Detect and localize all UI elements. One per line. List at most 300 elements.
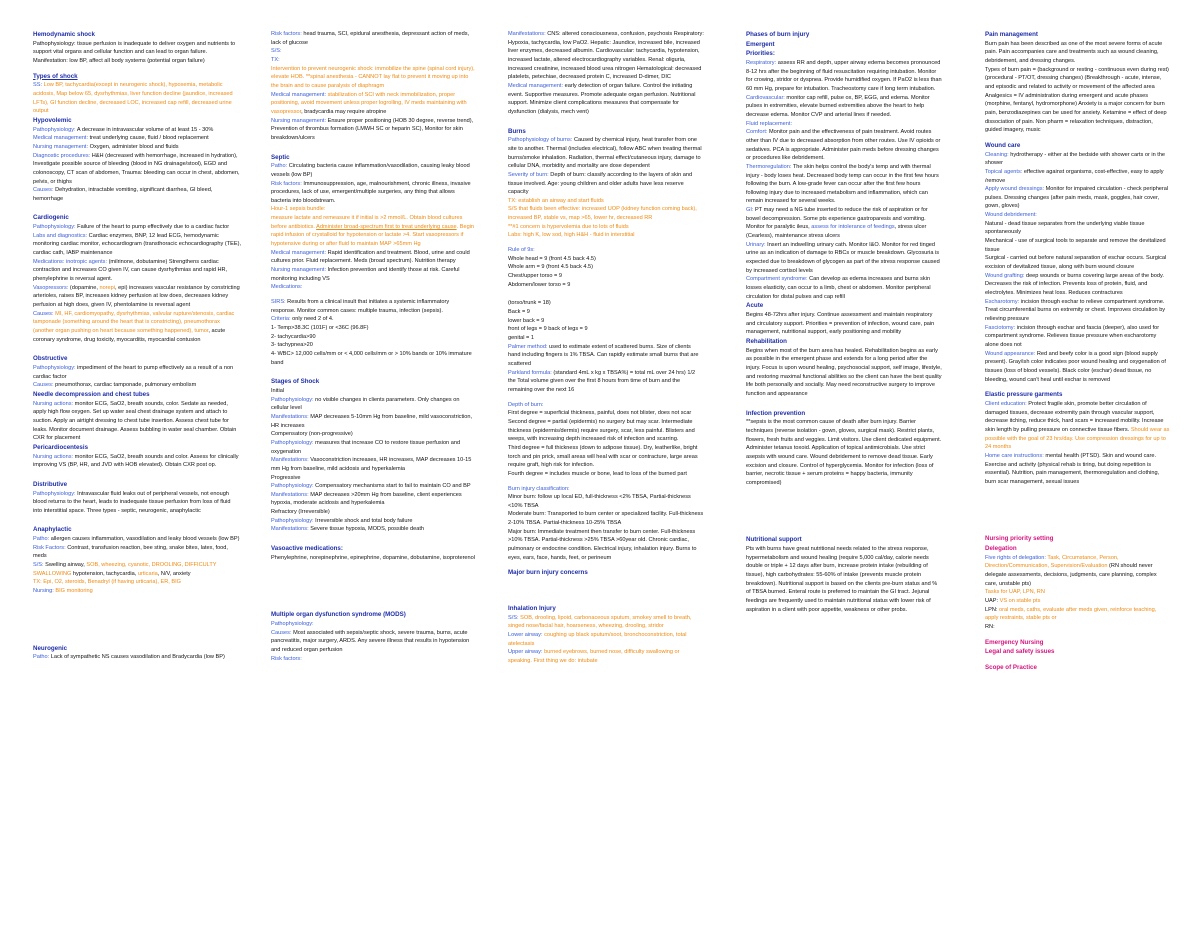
paragraph — [33, 535, 241, 544]
paragraph — [985, 211, 1170, 220]
column-2 — [271, 30, 475, 910]
column-4 — [746, 30, 942, 910]
paragraph — [271, 474, 475, 483]
paragraph — [508, 136, 704, 171]
paragraph — [985, 40, 1170, 66]
section-heading: Nutritional support — [746, 536, 802, 544]
paragraph — [746, 30, 942, 40]
text-segment: Cardiac enzymes, BNP, 12 lead ECG, hemodynamic monitoring cardiac monitor, echocardiogram (transthoracic echocardiography (TEE), cardiac cath, IABP maintenance — [33, 232, 241, 257]
text-segment: hydrotherapy - either at the bedside with shower carts or in the shower — [985, 151, 1166, 167]
paragraph — [271, 56, 475, 65]
text-segment: (torso/trunk = 18) — [508, 300, 551, 307]
paragraph — [985, 185, 1170, 211]
paragraph — [985, 237, 1170, 254]
paragraph — [33, 653, 241, 662]
section-heading: Types of shock — [33, 72, 78, 80]
text-segment: Rule of 9s: — [508, 247, 535, 254]
text-segment: First degree = superficial thickness, painful, does not blister, does not scar — [508, 410, 692, 417]
text-segment: (standard 4mL x kg x TBSA%) = total mL over 24 hrs) 1/2 the Total volume given over the first 8 hours from time of burn and the remaining over the next 16 — [508, 369, 696, 393]
text-segment: treat underlying cause, fluid / blood replacement — [89, 135, 209, 142]
text-segment: Infection prevention and identify those at risk. Careful monitoring including VS — [271, 267, 460, 282]
text-segment: Caused by chemical injury, heat transfer from one site to another. Thermal (includes electrical), follow ABC when treating thermal burns/smoke inhalation. Radiation, thermal effect/cutaneous injury, damage to cellular DNA, morbidity and mortality are dose dependent — [508, 137, 702, 170]
section-heading: Delegation — [985, 545, 1017, 553]
paragraph — [746, 409, 942, 419]
text-segment: genital = 1 — [508, 335, 534, 341]
text-segment: only need 2 of 4. — [292, 316, 334, 323]
section-heading: Anaphylactic — [33, 526, 72, 534]
text-segment: Results from a clinical insult that initiates a systemic inflammatory response. Monitor common cases: multiple trauma, infection (sepsis). — [271, 299, 450, 314]
paragraph — [508, 493, 704, 510]
paragraph — [271, 341, 475, 350]
section-heading: Hypovolemic — [33, 116, 72, 124]
paragraph — [271, 333, 475, 342]
paragraph — [271, 517, 475, 526]
paragraph — [508, 510, 704, 527]
paragraph — [271, 610, 475, 620]
text-segment: SS: — [33, 82, 44, 89]
text-segment: Mechanical - use of surgical tools to separate and remove the devitalized tissue — [985, 238, 1166, 253]
paragraph — [271, 377, 475, 387]
text-segment: Comfort: — [746, 129, 770, 136]
section-heading: Rehabilitation — [746, 337, 787, 345]
section-heading: Distributive — [33, 480, 68, 488]
paragraph — [33, 134, 241, 143]
paragraph — [271, 315, 475, 324]
paragraph — [271, 47, 475, 56]
text-segment: stabilization of SCI with neck immobilization, proper positioning, avoid movement unless proper logrolling, IV meds maintaining with vasopressor — [271, 91, 467, 115]
text-segment: Pathophysiology: — [271, 439, 316, 446]
text-segment: Depth of burn: classify according to the layers of skin and tissue involved. Age: young children and older adults have less reserve capacity — [508, 171, 693, 196]
paragraph — [508, 231, 704, 240]
paragraph — [33, 561, 241, 578]
text-segment: assess RR and depth, upper airway edema becomes pronounced 8-12 hrs after the beginning of fluid resuscitation requiring intubation. Monitor for crowing, stridor or dyspnea. Provide humidified oxygen. If PaO2 is less than 60 mm Hg, prepare for intubation. Tracheostomy care if long term intubation. — [746, 59, 942, 92]
paragraph — [271, 508, 475, 517]
paragraph — [33, 213, 241, 223]
paragraph — [508, 82, 704, 117]
text-segment: incision through eschar to relieve compartment syndrome. Treat circumferential burns on extremity or chest. Improves circulation by relieving pressure — [985, 298, 1166, 322]
text-segment: Lower airway: — [508, 632, 545, 639]
text-segment: Diagnostic procedures: — [33, 152, 92, 159]
text-segment: monitor ECG, SaO2, breath sounds and color. Assess for clinically improving VS (BP, HR, and JVD with HOB elevated). Obtain CXR post op. — [33, 453, 239, 469]
text-segment: Severity of burn: — [508, 171, 551, 178]
paragraph — [508, 281, 704, 290]
paragraph — [271, 153, 475, 163]
section-heading: Hemodynamic shock — [33, 31, 95, 38]
text-segment: Manifestations: — [271, 491, 311, 498]
paragraph — [508, 263, 704, 272]
paragraph — [271, 91, 475, 117]
text-segment: no visible changes in clients parameters. Only changes on cellular level — [271, 396, 460, 412]
paragraph — [985, 66, 1170, 92]
paragraph — [746, 337, 942, 347]
text-segment: hypotension, tachycardia, — [71, 570, 138, 577]
text-segment: Dehydration, intractable vomiting, significant diarrhea, GI bleed, hemorrhage — [33, 187, 213, 202]
text-segment: Home care instructions: — [985, 452, 1046, 459]
text-segment: Escharotomy: — [985, 298, 1021, 305]
paragraph — [508, 444, 704, 470]
text-segment: 2- tachycardia>90 — [271, 333, 316, 340]
paragraph — [746, 163, 942, 206]
paragraph — [33, 400, 241, 443]
paragraph — [508, 299, 704, 308]
text-segment: Urinary: — [746, 241, 768, 248]
paragraph — [746, 94, 942, 120]
text-segment: Nursing management: — [271, 117, 328, 124]
paragraph — [985, 400, 1170, 452]
text-segment: Irreversible shock and total body failure — [315, 517, 413, 524]
text-segment: used to estimate extent of scattered burns. Size of clients hand including fingers is 1% TBSA. Can rapidly estimate small burns that are scattered — [508, 343, 699, 367]
paragraph — [33, 544, 241, 561]
paragraph — [985, 151, 1170, 168]
paragraph — [985, 168, 1170, 185]
paragraph — [271, 629, 475, 655]
text-segment: Lack of sympathetic NS causes vasodilation and Bradycardia (low BP) — [50, 654, 225, 661]
text-segment: Begins 48-72hrs after injury. Continue assessment and maintain respiratory and circulatory support. Priorities = prevention of infection, wound care, pain management, nutritional support, early positioning and mobility — [746, 312, 935, 336]
text-segment: Manifestations: — [508, 31, 548, 37]
text-segment: coughing up black sputum/soot, bronchoconstriction, total atelectasis — [508, 632, 687, 647]
text-segment: Topical agents: — [985, 168, 1024, 175]
paragraph — [33, 390, 241, 400]
text-segment: Natural - dead tissue separates from the underlying viable tissue spontaneously — [985, 220, 1145, 236]
paragraph — [508, 317, 704, 326]
text-segment: 3- tachypnea>20 — [271, 342, 313, 349]
text-segment: Moderate burn: Transported to burn center or specialized facility. Full-thickness 2-10% TBSA. Partial-thickness 10-25% TBSA — [508, 511, 704, 527]
text-segment: , stress ulcer (Cearless), maintenance stress ulcers — [746, 224, 927, 240]
text-segment: Whole head = 9 (front 4.5 back 4.5) — [508, 255, 596, 262]
text-segment: monitor ECG, SaO2, breath sounds, color. Sedate as needed, apply high flow oxygen. Set up water seal chest drainage system and attach to suction. Apply an airtight dressing to chest tube insertion. Assess chest tube for leaks. Monitor document drainage. Assess bubbling in water seal chamber. Obtain CXR for placement — [33, 400, 237, 442]
text-segment: Labs: high K, low sod, high H&H - fluid in interstitial — [508, 232, 635, 239]
text-segment: Most associated with sepsis/septic shock, severe trauma, burns, acute pancreatitis, major surgery, ARDS. Any severe illness that results in hypotension and reduced organ perfusion — [271, 629, 470, 654]
text-segment: burned eyebrows, burned nose, difficulty swallowing or speaking. First thing we do: intubate — [508, 649, 680, 664]
text-segment: Swelling airway, — [45, 562, 87, 569]
paragraph — [271, 554, 475, 563]
text-segment: Palmer method: — [508, 343, 550, 350]
text-segment: Can develop as edema increases and burns skin losses elasticity, can occur to a limb, chest or abdomen. Monitor peripheral circulation for distal pulses and cap refill — [746, 276, 931, 300]
text-segment: Parkland formula: — [508, 369, 554, 376]
paragraph — [746, 128, 942, 163]
text-segment: Fluid replacement: — [746, 120, 793, 127]
text-segment: **#1 concern is hypervolemia due to lots of fluids — [508, 223, 629, 230]
text-segment: Patho: — [33, 654, 51, 661]
paragraph — [508, 485, 704, 494]
text-segment: oral meds, caths, evaluate after meds given, reinforce teaching, apply restraints, stable pts or — [985, 606, 1157, 622]
text-segment: S/S: — [508, 614, 521, 621]
paragraph — [33, 644, 241, 654]
text-segment: Nursing actions: — [33, 400, 75, 407]
text-segment: Chest/upper torso = 9 — [508, 273, 562, 280]
text-segment: (RN should never delegate assessments, decisions, judgments, care planning, complex care, unstable pts) — [985, 563, 1157, 587]
text-segment: Monitor for impaired circulation - check peripheral pulses. Dressing changes (after pain meds, mask, goggles, hair cover, gown, gloves) — [985, 186, 1169, 210]
paragraph — [271, 266, 475, 283]
text-segment: Patho: — [33, 536, 51, 543]
paragraph — [33, 578, 241, 587]
paragraph — [508, 197, 704, 206]
text-segment: Protect fragile skin, promote better circulation of damaged tissues, decrease extremity pain through vascular support, decrease itching, reduce thick, hard scars = increased mobility. Increase skin length by pulling pressure on connective tissue fibers. — [985, 400, 1164, 433]
section-heading: Emergent — [746, 40, 775, 48]
text-segment: Initial — [271, 387, 285, 394]
text-segment: Medications: — [271, 284, 303, 291]
text-segment: MI, HF, cardiomyopathy, dysrhythmias, valvular rupture/stenosis, cardiac tamponade (something around the heart that is constricting), pneumothorax (another organ pushing on heart because something happened), tumor — [33, 310, 235, 334]
paragraph — [508, 223, 704, 232]
paragraph — [985, 254, 1170, 271]
section-heading: Pain management — [985, 31, 1038, 38]
text-segment: S/S: — [271, 48, 282, 55]
paragraph — [508, 604, 704, 614]
text-segment: TX: Epi, O2, steroids, Benadryl (if having urticaria), ER, BIG — [33, 579, 181, 586]
text-segment: norepi — [99, 284, 116, 291]
paragraph — [271, 439, 475, 456]
text-segment: Vasopressors: — [33, 284, 70, 291]
text-segment: , bradycardia may require atropine — [301, 108, 387, 115]
paragraph — [508, 205, 704, 222]
text-segment: (dopamine, — [69, 284, 100, 291]
paragraph — [271, 482, 475, 491]
text-segment: Nursing management: — [33, 143, 90, 150]
paragraph — [33, 490, 241, 516]
paragraph — [508, 334, 704, 343]
text-segment: Upper airway: — [508, 649, 545, 656]
column-3 — [508, 30, 704, 910]
text-segment: Cleaning: — [985, 151, 1011, 158]
column-5 — [985, 30, 1170, 910]
text-segment: The skin helps control the body's temp and with thermal injury - body loses heat. Decreased body temp can occur in the first few hours following the burn. A low-grade fever can occur after the first few hours following injury due to increased metabolism and inflammation, which can remain increased for several weeks. — [746, 163, 939, 205]
text-segment: Risk factors: — [271, 180, 304, 187]
text-segment: front of legs = 9 back of legs = 9 — [508, 326, 588, 333]
section-heading: Major burn injury concerns — [508, 569, 588, 577]
text-segment: Causes: — [33, 187, 56, 194]
text-segment: Apply wound dressings: — [985, 186, 1046, 193]
text-segment: Medical management: — [271, 249, 328, 256]
text-segment: Pathophysiology: — [33, 126, 77, 133]
paragraph — [985, 220, 1170, 237]
text-segment: Analgesics = IV administration during emergent and acute phases (morphine, fentanyl, hydromorphone) Anxiety is a major concern for burn pain, benzodiazepines can be used for anxiety. Ketamine = effect of deep dissociation of pain. Non pharm = relaxation techniques, distraction, guided imagery, music — [985, 92, 1167, 134]
text-segment: SOB, wheezing, cyanotic, DROOLING, DIFFICULTY SWALLOWING — [33, 562, 217, 577]
text-segment: Manifestations: — [271, 526, 311, 533]
paragraph — [33, 525, 241, 535]
text-segment: Compensatory mechanisms start to fail to maintain CO and BP — [315, 483, 471, 490]
text-segment: Nursing management: — [271, 267, 328, 274]
text-segment: Pathophysiology: — [271, 517, 316, 524]
text-segment: Immunosuppression, age, malnourishment, chronic illness, invasive procedures, lack of use, emergent/multiple surgeries, any thing that allows bacteria into bloodstream. — [271, 180, 471, 204]
text-segment: Causes: — [33, 382, 56, 389]
paragraph — [33, 381, 241, 390]
text-segment: Cardiovascular: — [746, 94, 787, 101]
paragraph — [985, 324, 1170, 350]
paragraph — [33, 152, 241, 187]
text-segment: Pathophysiology: — [271, 396, 316, 403]
paragraph — [33, 364, 241, 381]
section-heading: Priorities: — [746, 50, 775, 58]
paragraph — [985, 272, 1170, 298]
paragraph — [746, 59, 942, 94]
paragraph — [508, 171, 704, 197]
paragraph — [985, 30, 1170, 40]
text-segment: S/S that fluids been effective: increased UOP (kidney function coming back), increased BP, stable vs, map >65, lower hr, decreased RR — [508, 206, 697, 222]
text-segment: Thermoregulation: — [746, 163, 793, 170]
text-segment: A decrease in intravascular volume of at least 15 - 30% — [76, 126, 214, 133]
text-segment: Pathophysiology: — [271, 483, 316, 490]
paragraph — [985, 623, 1170, 632]
section-heading: Needle decompression and chest tubes — [33, 390, 150, 398]
text-segment: Pts with burns have great nutritional needs related to the stress response, hypermetabolism and wound healing (require 5,000 cal/day, calorie needs double or triple + 12 days after burn, increase protein intake (rebuilding of tissue), high carbohydrates: 55-60% of intake (prevents muscle protein breakdown). Nutritional support is based on the clients pre-burn status and % of TBSA burned. Enteral route is preferred to maintain the GI tract. Jejunal feedings are frequently used to maintain nutritional status with lower risk of aspiration in a client with poor appetite, weakness or other probs. — [746, 546, 938, 613]
paragraph — [746, 301, 942, 311]
paragraph — [33, 30, 241, 40]
section-heading: Pericardiocentesis — [33, 443, 89, 451]
paragraph — [508, 528, 704, 563]
paragraph — [985, 350, 1170, 385]
paragraph — [271, 205, 475, 214]
paragraph — [508, 470, 704, 479]
text-segment: allergen causes inflammation, vasodilation and leaky blood vessels (low BP) — [50, 536, 240, 543]
text-segment: Contrast, transfusion reaction, bee sting, snake bites, latex, food, meds — [33, 544, 228, 560]
paragraph — [746, 347, 942, 399]
paragraph — [33, 258, 241, 284]
text-segment: Pathophysiology: — [33, 224, 78, 231]
text-segment: Low BP, tachycardia(except in neurogenic shock), hypoxemia, metabolic acidosis, Map below 65, dysrhythmias, liver function decline (jaundice, increased LFTs), GI function decline, decreased LOC, increased cap refill, decreased urine output — [33, 82, 233, 115]
text-segment: MAP decreases 5-10mm Hg from baseline, mild vasoconstriction, HR increases — [271, 413, 473, 429]
section-heading: Elastic pressure garments — [985, 391, 1063, 399]
text-segment: Respiratory: — [746, 59, 778, 66]
paragraph — [33, 116, 241, 126]
section-heading: Wound care — [985, 141, 1021, 149]
paragraph — [508, 631, 704, 648]
text-segment: Risk Factors: — [33, 544, 68, 551]
text-segment: deep wounds or burns covering large areas of the body. Decreases the risk of infection. Prevents loss of protein, fluid, and electrolytes. Minimizes heat loss. Reduces contractures — [985, 272, 1164, 297]
paragraph — [985, 92, 1170, 135]
text-segment: Second degree = partial (epidermis) no surgery but may scar. Intermediate thickness (epidermis/dermis) require surgery, scar, less painful. Blisters and weeps, with increasing depth increased risk of infection and scarring. — [508, 418, 695, 443]
text-segment: S/S: — [33, 562, 46, 569]
text-segment: Nursing actions: — [33, 453, 75, 460]
text-segment: Burn pain has been described as one of the most severe forms of acute pain. Pain accompanies care and treatments such as wound cleaning, debridement, and dressing changes. — [985, 40, 1163, 64]
paragraph — [33, 186, 241, 203]
paragraph — [271, 544, 475, 554]
paragraph — [271, 214, 475, 249]
section-heading: Infection prevention — [746, 409, 806, 417]
text-segment: Medical management: — [33, 135, 90, 142]
section-heading: Phases of burn injury — [746, 31, 810, 38]
paragraph — [33, 453, 241, 470]
paragraph — [985, 597, 1170, 606]
text-segment: Progressive — [271, 474, 301, 481]
paragraph — [985, 554, 1170, 589]
paragraph — [271, 430, 475, 439]
paragraph — [33, 72, 241, 82]
paragraph — [508, 369, 704, 395]
text-segment: PT may need a NG tube inserted to reduce the risk of aspiration or for bowel decompression. Some pts experience gastroparesis and vomiting. Monitor for paralytic ileus, — [746, 207, 928, 231]
text-segment: Compensatory (non-progressive) — [271, 431, 353, 438]
text-segment: BIG monitoring — [55, 588, 93, 595]
paragraph — [985, 298, 1170, 324]
paragraph — [271, 180, 475, 206]
text-segment: Manifestations: — [271, 413, 311, 420]
text-segment: Medical management: — [271, 91, 328, 98]
paragraph — [508, 568, 704, 578]
paragraph — [508, 246, 704, 255]
section-heading: Neurogenic — [33, 644, 68, 652]
text-segment: Hour-1 sepsis bundle: — [271, 206, 326, 213]
paragraph — [508, 409, 704, 418]
text-segment: TX: — [271, 56, 280, 63]
text-segment: assess for intolerance of feedings — [811, 224, 895, 231]
paragraph — [33, 310, 241, 345]
paragraph — [271, 249, 475, 266]
paragraph — [985, 544, 1170, 554]
text-segment: Pathophysiology: tissue perfusion is inadequate to deliver oxygen and nutrients to support vital organs and cellular function and can lead to organ failure. Manifestation: low BP, affect all body systems (potential organ failure) — [33, 40, 236, 64]
text-segment: measures that increase CO to restore tissue perfusion and oxygenation — [271, 439, 461, 455]
text-segment: Pathophysiology: — [33, 364, 78, 371]
paragraph — [746, 120, 942, 129]
paragraph — [33, 587, 241, 596]
text-segment: Burn injury classification: — [508, 485, 570, 492]
paragraph — [271, 324, 475, 333]
text-segment: Task, Circumstance, Person, Direction/Communication, Supervision/Evaluation — [985, 554, 1119, 570]
text-segment: Compartment syndrome: — [746, 276, 810, 283]
text-segment: Begins when most of the burn area has healed. Rehabilitation begins as early as possible in the emergent phase and extends for a long period after the injury. Focus is upon wound healing, psychosocial support, self image, lifestyle, and restoring maximal functional abilities so the client can have the best quality life both personally and socially. May need reconstructive surgery to improve function and appearance — [746, 347, 942, 397]
text-segment: early detection of organ failure. Control the initiating event. Supportive measures. Promote adequate organ perfusion. Nutritional support. Minimize client complications measures that compensate for dysfunction (dialysis, mech vent) — [508, 82, 696, 115]
section-heading: Emergency Nursing — [985, 638, 1044, 646]
text-segment: GI: — [746, 207, 756, 214]
paragraph — [271, 117, 475, 143]
paragraph — [271, 413, 475, 430]
paragraph — [508, 308, 704, 317]
paragraph — [33, 443, 241, 453]
text-segment: monitor cap refill, pulse ox, BP, EGG, and edema. Monitor pulses in extremities, elevate burned extremities above the heart to help decrease edema. Monitor CVP and arterial lines if needed. — [746, 94, 930, 118]
text-segment: Pathophysiology: — [33, 490, 78, 497]
text-segment: Oxygen, administer blood and fluids — [89, 143, 179, 150]
paragraph — [746, 206, 942, 241]
text-segment: Wound grafting: — [985, 272, 1026, 279]
text-segment: , epi) increases vascular resistance by constricting arterioles, raises BP, increases kidney perfusion at low does, decreases kidney perfusion at high does, given IV, phentolamine is reversal agent — [33, 284, 240, 309]
text-segment: Medications: inotropic agents: — [33, 258, 109, 265]
paragraph — [33, 126, 241, 135]
paragraph — [271, 283, 475, 292]
paragraph — [746, 545, 942, 614]
text-segment: , N/V, anxiety — [157, 570, 191, 577]
paragraph — [985, 647, 1170, 657]
section-heading: Nursing priority setting — [985, 535, 1054, 543]
paragraph — [33, 81, 241, 116]
text-segment: Patho: — [271, 163, 289, 170]
text-segment: RN: — [985, 624, 995, 631]
paragraph — [985, 534, 1170, 544]
text-segment: Depth of burn: — [508, 401, 544, 408]
text-segment: Pathophysiology of burns: — [508, 137, 574, 144]
text-segment: Monitor pain and the effectiveness of pain treatment. Avoid routes other than IV due to decreased absorption from other routes. Use IV opioids or sedatives. PCA is appropriate. Administer pain meds before dressing changes or procedures like debridement. — [746, 129, 941, 162]
paragraph — [746, 311, 942, 337]
text-segment: Manifestations: — [271, 457, 311, 464]
text-segment: **sepsis is the most common cause of death after burn injury. Barrier techniques (reverse isolation - gown, gloves, surgical mask). Restrict plants, flowers, fresh fruits and veggies. Limit visitors. Use client dedicated equipment. Administer tetanus toxoid. Application of topical antimicrobials. Use strict asepsis with wound care. Wound debridement to remove dead tissue. Early excision and closure. Control of hyperglycemia. Monitor for infection (loss of barrier, necrotic tissue + serum proteins = happy bacteria, immunity compromised) — [746, 419, 942, 486]
text-segment: Criteria: — [271, 316, 293, 323]
section-heading: Vasoactive medications: — [271, 545, 343, 553]
paragraph — [508, 127, 704, 137]
text-segment: TX: establish an airway and start fluids — [508, 197, 604, 204]
text-segment: Labs and diagnostics: — [33, 232, 89, 239]
section-heading: Burns — [508, 127, 526, 135]
text-segment: effective against organisms, cost-effective, easy to apply /remove — [985, 168, 1164, 184]
paragraph — [271, 350, 475, 367]
paragraph — [746, 40, 942, 50]
text-segment: UAP: — [985, 598, 1000, 605]
text-segment: Nursing: — [33, 588, 56, 595]
section-heading: Scope of Practice — [985, 664, 1037, 671]
text-segment: urticaria — [137, 570, 158, 577]
text-segment: Five rights of delegation: — [985, 554, 1048, 561]
paragraph — [271, 65, 475, 91]
text-segment: MAP decreases >20mm Hg from baseline, client experiences hypoxia, moderate acidosis and hyperkalemia — [271, 491, 462, 507]
section-heading: Legal and safety issues — [985, 648, 1055, 656]
text-segment: Client education: — [985, 400, 1029, 407]
section-heading: Cardiogenic — [33, 214, 69, 222]
